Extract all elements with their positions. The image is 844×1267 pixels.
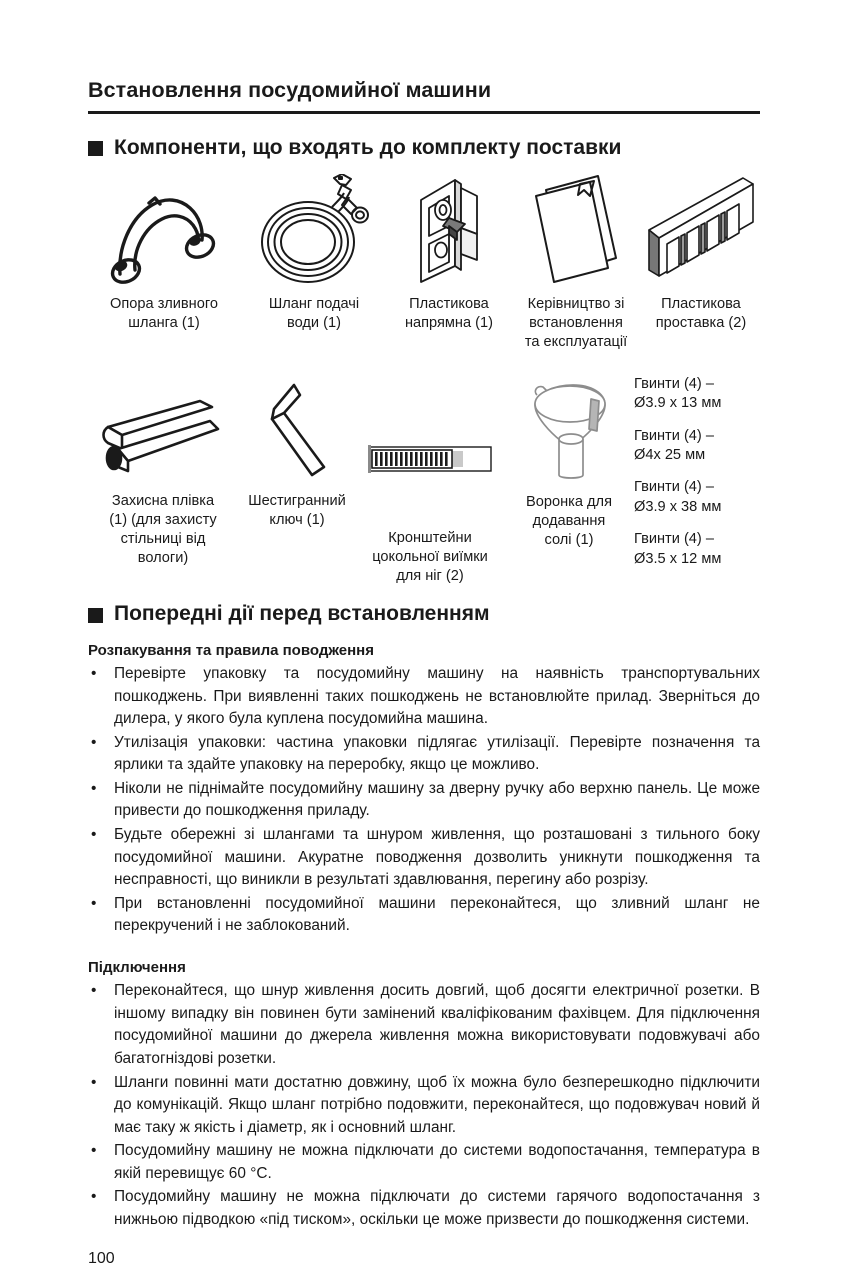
unpacking-subheading: Розпакування та правила поводження	[88, 641, 374, 659]
bullet-text: Шланги повинні мати достатню довжину, щоб їх можна було безперешкодно підключити до комунікацій. Якщо шланг потрібно подовжити, переконайтеся, що подовжувач новий й має таку ж якість і діаметр, як і основний шланг.	[114, 1073, 760, 1136]
page-number: 100	[88, 1249, 115, 1267]
unpacking-bullet	[88, 732, 760, 777]
components-section-heading	[88, 136, 760, 160]
bullet-text: Переконайтеся, що шнур живлення досить довгий, щоб досягти електричної розетки. В іншому випадку він повинен бути замінений кваліфікованим фахівцем. Для підключення посудомийної машини до джерела живлення можна використовувати подовжувачі або багатогніздові розетки.	[114, 982, 760, 1068]
page-title: Встановлення посудомийної машини	[88, 78, 492, 102]
screw-spec-item: Гвинти (4) – Ø3.5 x 12 мм	[634, 531, 722, 567]
bullet-dot-icon: •	[91, 779, 97, 797]
components-heading-text: Компоненти, що входять до комплекту поставки	[114, 135, 622, 159]
protective-film-icon	[88, 375, 238, 483]
plastic-spacer-icon	[642, 174, 760, 286]
title-divider	[88, 111, 760, 114]
component-item	[88, 375, 238, 569]
preliminary-heading-text: Попередні дії перед встановленням	[114, 602, 490, 626]
connection-bullet	[88, 980, 760, 1070]
component-item	[88, 174, 240, 334]
component-label: Шланг подачі води (1)	[268, 295, 360, 332]
component-item	[240, 174, 388, 334]
connection-bullet	[88, 1186, 760, 1231]
bullet-dot-icon: •	[91, 894, 97, 912]
bullet-text: При встановленні посудомийної машини переконайтеся, що зливний шланг не перекручений і не заблокований.	[114, 894, 760, 935]
bullet-text: Посудомийну машину не можна підключати до системи водопостачання, температура в якій перевищує 60 °C.	[114, 1142, 760, 1182]
bullet-dot-icon: •	[91, 733, 97, 751]
page-content	[88, 78, 760, 1267]
square-bullet-icon	[88, 608, 103, 623]
component-label: Захисна плівка (1) (для захисту стільниці від вологи)	[109, 492, 217, 567]
bullet-text: Перевірте упаковку та посудомийну машину на наявність транспортувальних пошкоджень. При виявленні таких пошкоджень не встановлюйте прилад. Зверніться до дилера, у якого була куплена посудомийна машина.	[114, 665, 760, 728]
plinth-bracket-icon	[356, 375, 504, 483]
components-row-2	[88, 375, 760, 587]
connection-subheading: Підключення	[88, 958, 186, 976]
screws-list	[634, 373, 760, 569]
components-row-1	[88, 174, 760, 353]
salt-funnel-icon	[504, 375, 634, 483]
component-label: Кронштейни цокольної виїмки для ніг (2)	[372, 529, 488, 585]
unpacking-bullet	[88, 663, 760, 731]
bullet-text: Будьте обережні зі шлангами та шнуром живлення, що розташовані з тильного боку посудомийної машини. Акуратне поводження дозволить уникнути пошкодження та несправності, що виникли в результаті здавлювання, перегину або розрізу.	[114, 826, 760, 889]
bullet-dot-icon: •	[91, 826, 97, 844]
bullet-dot-icon: •	[91, 1073, 97, 1091]
screw-spec-item: Гвинти (4) – Ø3.9 x 13 мм	[634, 375, 722, 412]
components-grid	[88, 174, 760, 587]
component-item	[642, 174, 760, 334]
bullet-dot-icon: •	[91, 665, 97, 683]
connection-bullet	[88, 1140, 760, 1185]
screw-spec-item: Гвинти (4) – Ø4x 25 мм	[634, 427, 714, 463]
component-item	[510, 174, 642, 353]
component-label: Пластикова проставка (2)	[655, 295, 747, 332]
component-label: Шестигранний ключ (1)	[248, 492, 346, 528]
component-label: Воронка для додавання солі (1)	[526, 493, 612, 549]
component-label: Пластикова напрямна (1)	[404, 295, 494, 332]
bullet-text: Посудомийну машину не можна підключати до системи гарячого водопостачання з нижньою підводкою «під тиском», оскільки це може призвести до пошкодження системи.	[114, 1188, 760, 1228]
component-item	[356, 375, 504, 587]
plastic-guide-icon	[388, 174, 510, 286]
hex-key-icon	[238, 375, 356, 483]
bullet-text: Утилізація упаковки: частина упаковки підлягає утилізації. Перевірте позначення та ярлики та здайте упаковку на переробку, якщо це можливо.	[114, 733, 760, 774]
bullet-dot-icon: •	[91, 982, 97, 1000]
drain-hose-support-icon	[88, 174, 240, 286]
manual-booklet-icon	[510, 174, 642, 286]
component-item	[388, 174, 510, 334]
component-label: Керівництво зі встановлення та експлуатації	[524, 295, 628, 351]
bullet-text: Ніколи не піднімайте посудомийну машину за дверну ручку або верхню панель. Це може привести до пошкодження приладу.	[114, 779, 760, 820]
unpacking-bullet	[88, 778, 760, 823]
bullet-dot-icon: •	[91, 1188, 97, 1206]
square-bullet-icon	[88, 141, 103, 156]
unpacking-bullet	[88, 824, 760, 892]
bullet-dot-icon: •	[91, 1142, 97, 1160]
water-supply-hose-icon	[240, 174, 388, 286]
preliminary-section-heading	[88, 602, 760, 626]
component-item	[238, 375, 356, 531]
component-item	[504, 375, 634, 551]
connection-bullet	[88, 1072, 760, 1140]
unpacking-bullet	[88, 893, 760, 938]
screw-spec-item: Гвинти (4) – Ø3.9 x 38 мм	[634, 479, 722, 515]
component-label: Опора зливного шланга (1)	[110, 295, 218, 332]
